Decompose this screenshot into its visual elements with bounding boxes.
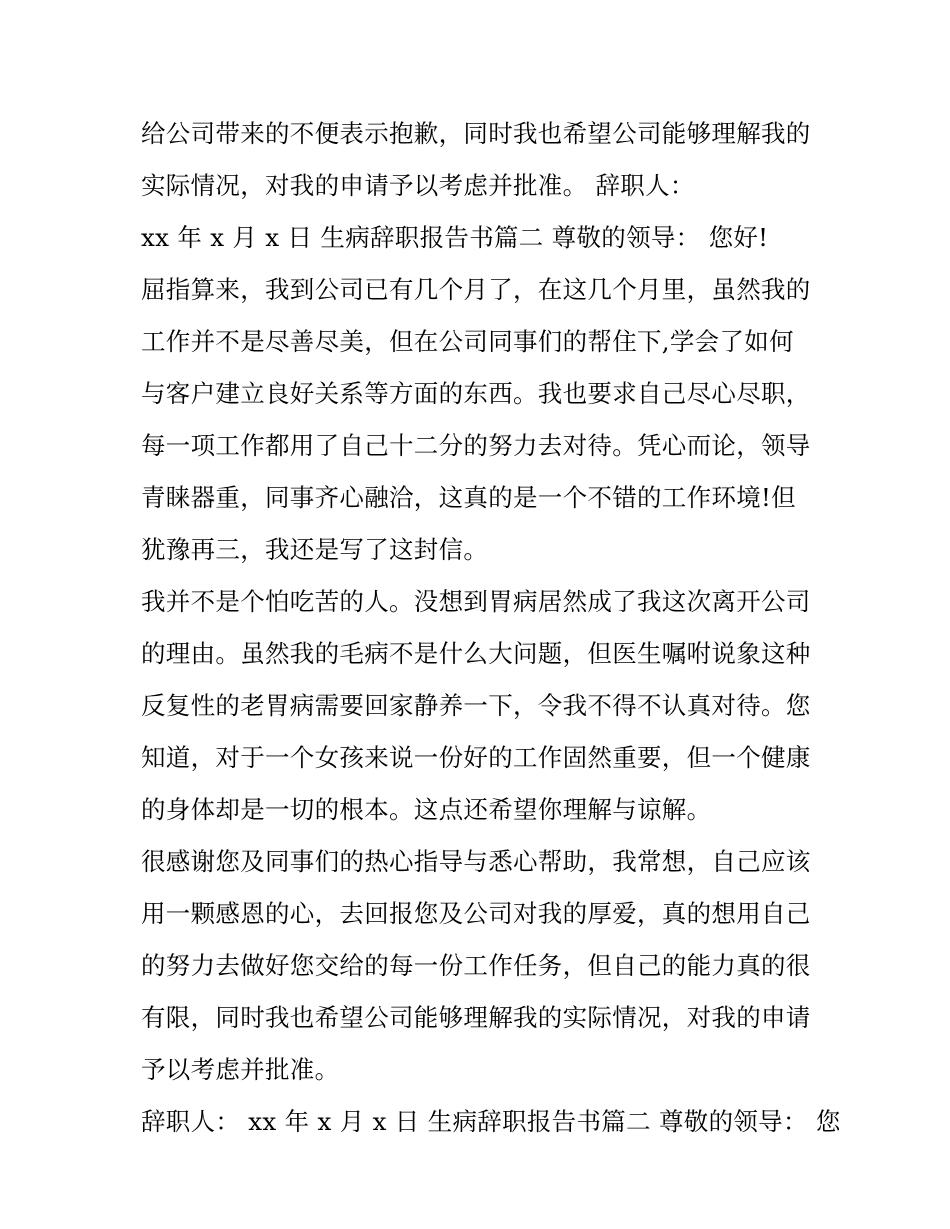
text-line: 工作并不是尽善尽美，但在公司同事们的帮住下,学会了如何 <box>141 327 794 356</box>
text-line: 我并不是个怕吃苦的人。没想到胃病居然成了我这次离开公司 <box>141 587 811 616</box>
text-line: 青睐器重，同事齐心融洽，这真的是一个不错的工作环境!但 <box>141 483 796 512</box>
text-line: 反复性的老胃病需要回家静养一下，令我不得不认真对待。您 <box>141 691 811 720</box>
text-line: 很感谢您及同事们的热心指导与悉心帮助，我常想，自己应该 <box>141 847 811 876</box>
text-line: 有限，同时我也希望公司能够理解我的实际情况，对我的申请 <box>141 1003 811 1032</box>
text-line: 辞职人： xx 年 x 月 x 日 生病辞职报告书篇二 尊敬的领导： 您 <box>141 1107 841 1136</box>
text-line: 的理由。虽然我的毛病不是什么大问题，但医生嘱咐说象这种 <box>141 639 811 668</box>
text-line: 与客户建立良好关系等方面的东西。我也要求自己尽心尽职， <box>141 379 811 408</box>
text-line: 予以考虑并批准。 <box>141 1055 340 1084</box>
text-line: 的身体却是一切的根本。这点还希望你理解与谅解。 <box>141 795 712 824</box>
text-line: 的努力去做好您交给的每一份工作任务，但自己的能力真的很 <box>141 951 811 980</box>
text-line: 实际情况，对我的申请予以考虑并批准。 辞职人： <box>141 171 695 200</box>
text-line: 犹豫再三，我还是写了这封信。 <box>141 535 489 564</box>
text-line: 用一颗感恩的心，去回报您及公司对我的厚爱，真的想用自己 <box>141 899 811 928</box>
text-line: xx 年 x 月 x 日 生病辞职报告书篇二 尊敬的领导： 您好! <box>141 223 769 252</box>
text-line: 知道，对于一个女孩来说一份好的工作固然重要，但一个健康 <box>141 743 811 772</box>
text-line: 给公司带来的不便表示抱歉，同时我也希望公司能够理解我的 <box>141 119 811 148</box>
text-line: 每一项工作都用了自己十二分的努力去对待。凭心而论，领导 <box>141 431 811 460</box>
document-body <box>141 108 841 1148</box>
text-line: 屈指算来，我到公司已有几个月了，在这几个月里，虽然我的 <box>141 275 811 304</box>
